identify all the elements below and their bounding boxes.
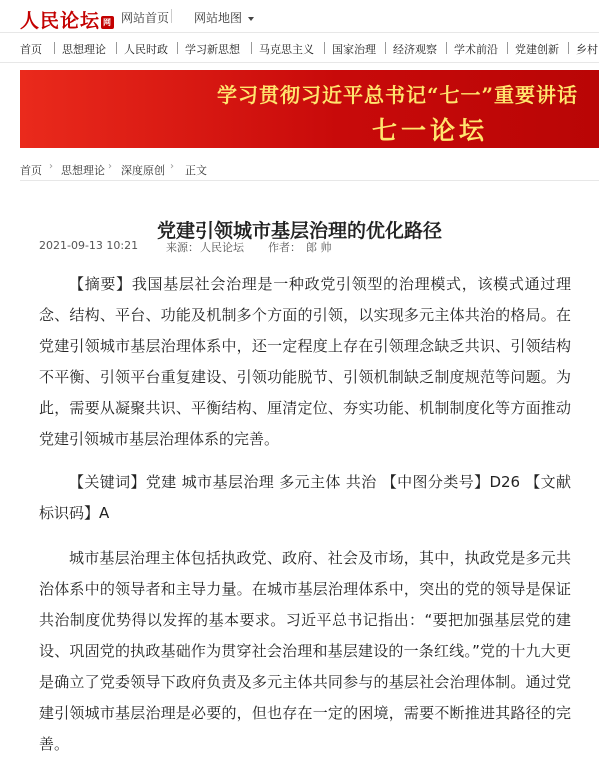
nav-divider: [177, 42, 178, 54]
source-link[interactable]: 人民论坛: [200, 241, 244, 254]
nav-item-new-thought[interactable]: 学习新思想: [185, 43, 240, 56]
nav-divider: [54, 42, 55, 54]
breadcrumb-separator: ›: [108, 161, 112, 172]
chevron-down-icon: [248, 17, 254, 21]
banner-headline: 学习贯彻习近平总书记“七一”重要讲话: [217, 83, 579, 107]
page-title: 党建引领城市基层治理的优化路径: [156, 219, 442, 242]
source-label: 来源：: [166, 241, 199, 254]
sitemap-label: 网站地图: [194, 11, 243, 25]
main-nav: [0, 32, 599, 63]
breadcrumb: [20, 160, 599, 181]
nav-divider: [116, 42, 117, 54]
nav-divider: [385, 42, 386, 54]
home-link[interactable]: 网站首页: [121, 11, 170, 25]
breadcrumb-theory[interactable]: 思想理论: [61, 164, 105, 177]
nav-item-economy[interactable]: 经济观察: [393, 43, 437, 56]
breadcrumb-original[interactable]: 深度原创: [121, 164, 165, 177]
body-paragraph: 城市基层治理主体包括执政党、政府、社会及市场，其中，执政党是多元共治体系中的领导者和主导力量。在城市基层治理体系中，突出的党的领导是保证共治制度优势得以发挥的基本要求。习近平总书记指出：“要把加强基层党的建设、巩固党的执政基础作为贯穿社会治理和基层建设的一条红线。”党的十九大更是确立了党委领导下政府负责及多元主体共同参与的基层社会治理体制。通过党建引领城市基层治理是必要的，但也存在一定的困境，需要不断推进其路径的完善。: [39, 549, 571, 753]
banner-forum-title: 七一论坛: [372, 116, 489, 145]
nav-item-politics[interactable]: 人民时政: [124, 43, 168, 56]
nav-item-frontier[interactable]: 学术前沿: [454, 43, 498, 56]
nav-divider: [446, 42, 447, 54]
logo-text: 人民论坛: [20, 10, 101, 32]
nav-item-party-building[interactable]: 党建创新: [515, 43, 559, 56]
breadcrumb-separator: ›: [170, 161, 174, 172]
nav-item-theory[interactable]: 思想理论: [62, 43, 106, 56]
breadcrumb-separator: ›: [49, 161, 53, 172]
nav-divider: [324, 42, 325, 54]
divider: [171, 9, 172, 23]
logo-badge: 网: [103, 17, 113, 27]
author-label: 作者：: [268, 241, 301, 254]
keywords-paragraph: 【关键词】党建 城市基层治理 多元主体 共治 【中图分类号】D26 【文献标识码】A: [39, 473, 571, 522]
breadcrumb-current: 正文: [185, 164, 207, 177]
nav-item-home[interactable]: 首页: [20, 43, 42, 56]
top-bar: [0, 0, 599, 33]
nav-item-rural[interactable]: 乡村: [576, 43, 598, 56]
promo-banner[interactable]: [20, 70, 599, 148]
nav-divider: [251, 42, 252, 54]
author-name: 郎 帅: [306, 241, 332, 254]
nav-item-governance[interactable]: 国家治理: [332, 43, 376, 56]
nav-divider: [507, 42, 508, 54]
sitemap-link[interactable]: [194, 9, 254, 26]
site-logo[interactable]: [20, 6, 114, 33]
publish-date: 2021-09-13 10:21: [39, 239, 139, 252]
abstract-paragraph: 【摘要】我国基层社会治理是一种政党引领型的治理模式，该模式通过理念、结构、平台、功能及机制多个方面的引领，以实现多元主体共治的格局。在党建引领城市基层治理体系中，还一定程度上存在引领理念缺乏共识、引领结构不平衡、引领平台重复建设、引领功能脱节、引领机制缺乏制度规范等问题。为此，需要从凝聚共识、平衡结构、厘清定位、夯实功能、机制制度化等方面推动党建引领城市基层治理体系的完善。: [39, 275, 571, 448]
nav-item-marxism[interactable]: 马克思主义: [259, 43, 314, 56]
breadcrumb-home[interactable]: 首页: [20, 164, 42, 177]
nav-divider: [568, 42, 569, 54]
